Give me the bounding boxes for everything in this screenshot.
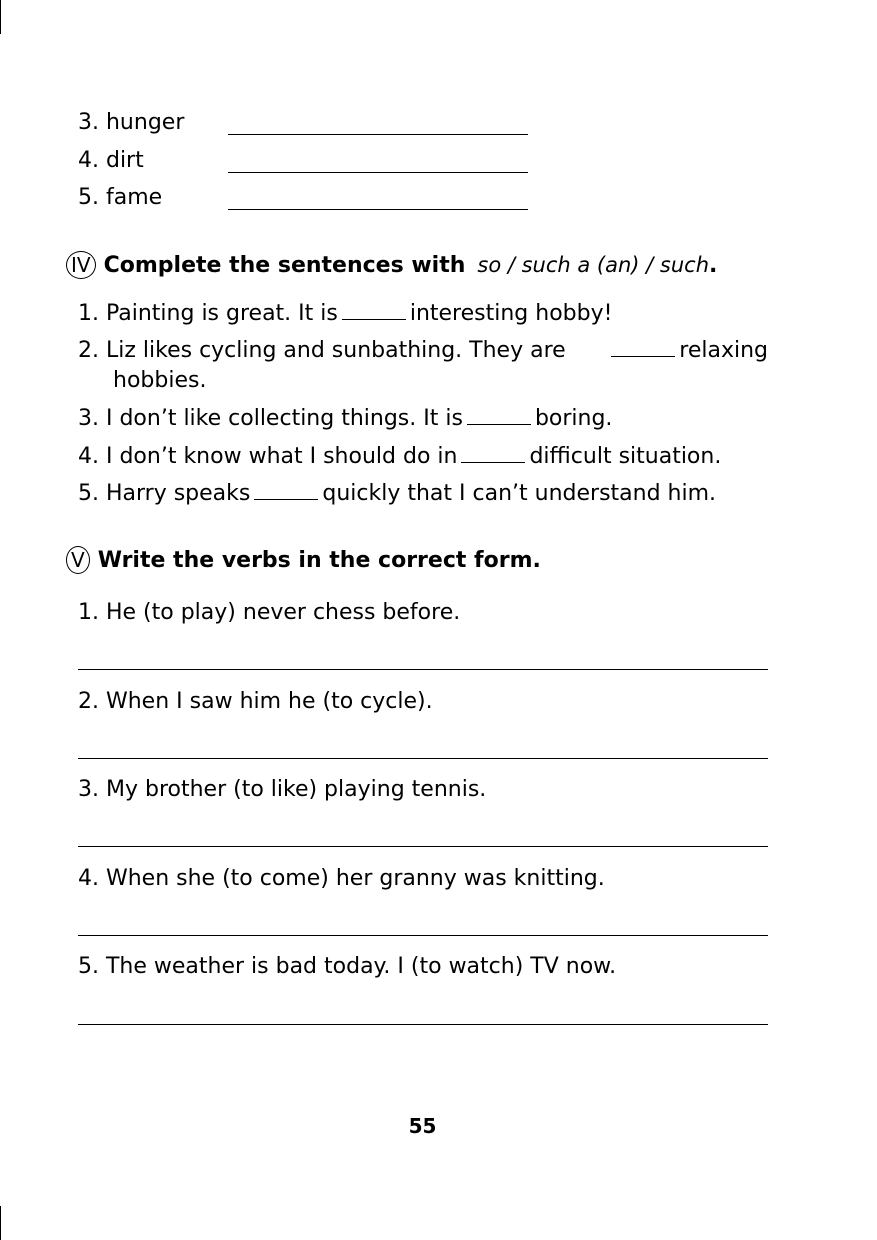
answer-line[interactable] xyxy=(78,1024,768,1025)
sentence: 4. When she (to come) her granny was knitting. xyxy=(78,866,605,891)
sentence-continuation: hobbies. xyxy=(113,368,207,393)
crop-mark-top xyxy=(0,0,1,34)
answer-line[interactable] xyxy=(78,669,768,670)
sentence-end: relaxing xyxy=(679,338,768,363)
sentence-start: 4. I don’t know what I should do in xyxy=(78,444,458,469)
section-title: Complete the sentences with xyxy=(103,252,466,278)
blank[interactable] xyxy=(461,442,525,463)
sentence: 5. The weather is bad today. I (to watch) TV now. xyxy=(78,954,617,979)
sentence xyxy=(78,299,768,329)
sentence-start: 1. Painting is great. It is xyxy=(78,301,338,326)
section-words: so / such a (an) / such xyxy=(477,253,710,277)
section-title-end: . xyxy=(709,252,718,278)
word-item xyxy=(78,148,144,174)
sentence xyxy=(78,442,768,472)
word-label: 3. hunger xyxy=(78,110,185,135)
section-numeral: V xyxy=(66,546,90,574)
crop-mark-bottom xyxy=(0,1206,1,1240)
sentence: 1. He (to play) never chess before. xyxy=(78,600,461,625)
page-number: 55 xyxy=(408,1114,437,1138)
sentence xyxy=(78,336,768,396)
word-item xyxy=(78,185,162,211)
answer-line[interactable] xyxy=(228,172,528,173)
section-numeral: IV xyxy=(66,251,96,279)
section-iv-heading xyxy=(66,251,717,279)
answer-line[interactable] xyxy=(228,134,528,135)
sentence-end: difficult situation. xyxy=(529,444,722,469)
section-v-heading xyxy=(66,546,541,574)
blank[interactable] xyxy=(342,299,406,320)
answer-line[interactable] xyxy=(78,758,768,759)
blank[interactable] xyxy=(467,404,531,425)
blank[interactable] xyxy=(611,336,675,357)
sentence-start: 5. Harry speaks xyxy=(78,481,251,506)
word-label: 4. dirt xyxy=(78,148,144,173)
sentence-end: interesting hobby! xyxy=(409,301,613,326)
sentence xyxy=(78,404,768,434)
section-title: Write the verbs in the correct form. xyxy=(97,547,541,573)
sentence: 3. My brother (to like) playing tennis. xyxy=(78,777,487,802)
answer-line[interactable] xyxy=(78,846,768,847)
word-label: 5. fame xyxy=(78,185,163,210)
sentence-end: quickly that I can’t understand him. xyxy=(322,481,717,506)
blank[interactable] xyxy=(254,479,318,500)
answer-line[interactable] xyxy=(228,209,528,210)
answer-line[interactable] xyxy=(78,935,768,936)
sentence-start: 3. I don’t like collecting things. It is xyxy=(78,406,463,431)
sentence-start: 2. Liz likes cycling and sunbathing. They are xyxy=(78,338,566,363)
sentence-end: boring. xyxy=(534,406,613,431)
word-item xyxy=(78,110,184,136)
sentence: 2. When I saw him he (to cycle). xyxy=(78,689,433,714)
sentence xyxy=(78,479,768,509)
